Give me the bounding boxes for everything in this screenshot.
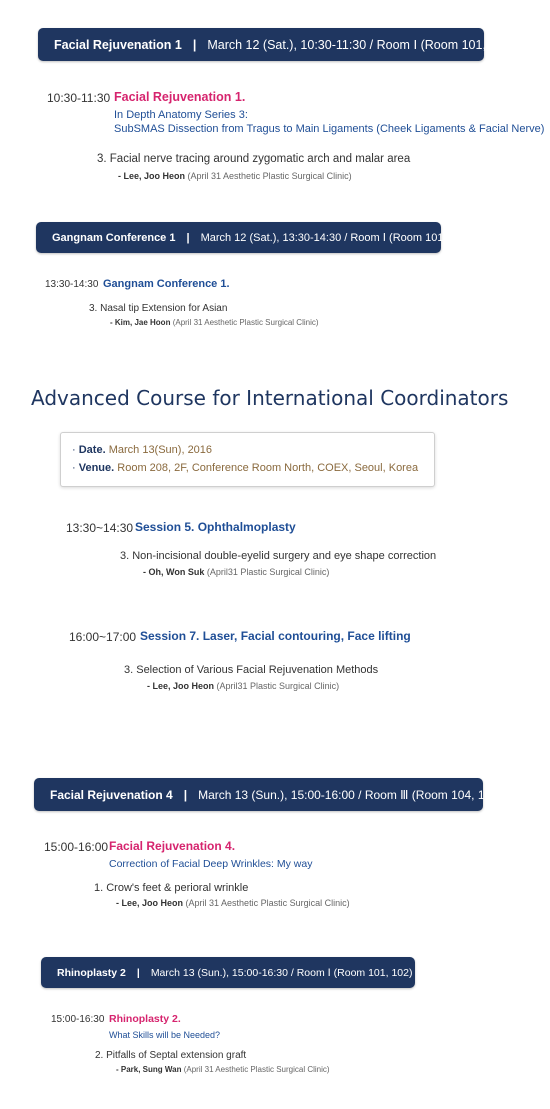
session-time: 10:30-11:30 <box>47 91 111 105</box>
speaker <box>147 681 339 691</box>
session-time: 15:00-16:00 <box>44 840 109 854</box>
speaker <box>116 898 350 908</box>
session-title: Session 5. Ophthalmoplasty <box>135 520 296 534</box>
header-separator: | <box>136 966 140 979</box>
session-subtitle: What Skills will be Needed? <box>109 1030 221 1040</box>
session-title: Session 7. Laser, Facial contouring, Face lifting <box>140 629 411 643</box>
speaker-name: - Park, Sung Wan <box>116 1065 182 1074</box>
session-title: Facial Rejuvenation 1. <box>114 90 246 104</box>
venue-value: Room 208, 2F, Conference Room North, COEX, Seoul, Korea <box>117 462 419 474</box>
speaker-name: - Lee, Joo Heon <box>147 681 215 691</box>
header-info: March 12 (Sat.), 10:30-11:30 / Room Ⅰ (Room 101, 102) <box>207 38 515 52</box>
speaker-affiliation: (April31 Plastic Surgical Clinic) <box>206 567 330 577</box>
course-title: Advanced Course for International Coordinators <box>31 386 509 410</box>
lecture-item: 2. Pitfalls of Septal extension graft <box>95 1050 247 1061</box>
session-subtitle: In Depth Anatomy Series 3: <box>114 109 248 121</box>
session-header-facial-rejuvenation-4 <box>34 778 502 811</box>
session-header-facial-rejuvenation-1 <box>38 28 515 61</box>
speaker-affiliation: (April 31 Aesthetic Plastic Surgical Clinic) <box>185 898 350 908</box>
speaker <box>118 171 352 181</box>
speaker-affiliation: (April 31 Aesthetic Plastic Surgical Clinic) <box>172 318 319 327</box>
speaker-name: - Oh, Won Suk <box>143 567 205 577</box>
lecture-item: 3. Non-incisional double-eyelid surgery and eye shape correction <box>120 550 437 562</box>
header-title: Rhinoplasty 2 <box>57 966 126 979</box>
speaker-name: - Lee, Joo Heon <box>118 171 186 181</box>
date-row: · Date. March 13(Sun), 2016 <box>72 444 213 456</box>
header-title: Facial Rejuvenation 1 <box>54 37 182 52</box>
date-value: March 13(Sun), 2016 <box>108 444 213 456</box>
date-label: Date. <box>78 444 106 456</box>
header-info: March 13 (Sun.), 15:00-16:30 / Room Ⅰ (Room 101, 102) <box>150 966 413 979</box>
header-info: March 12 (Sat.), 13:30-14:30 / Room Ⅰ (Room 101, 102) <box>200 232 472 244</box>
header-title: Facial Rejuvenation 4 <box>50 787 173 802</box>
course-info-box <box>60 432 435 487</box>
session-title: Facial Rejuvenation 4. <box>109 839 236 853</box>
lecture-item: 3. Selection of Various Facial Rejuvenation Methods <box>124 664 379 676</box>
speaker-name: - Lee, Joo Heon <box>116 898 184 908</box>
venue-row: · Venue. Room 208, 2F, Conference Room North, COEX, Seoul, Korea <box>72 462 419 474</box>
speaker-affiliation: (April 31 Aesthetic Plastic Surgical Clinic) <box>187 171 352 181</box>
session-time: 13:30~14:30 <box>66 521 134 535</box>
session-time: 16:00~17:00 <box>69 630 137 644</box>
speaker-affiliation: (April 31 Aesthetic Plastic Surgical Clinic) <box>183 1065 330 1074</box>
session-time: 15:00-16:30 <box>51 1014 105 1025</box>
speaker-affiliation: (April31 Plastic Surgical Clinic) <box>216 681 340 691</box>
lecture-item: 3. Nasal tip Extension for Asian <box>89 303 228 314</box>
session-header-gangnam-conference-1 <box>36 222 472 253</box>
header-separator: | <box>183 787 188 802</box>
session-time: 13:30-14:30 <box>45 279 99 290</box>
session-title: Rhinoplasty 2. <box>109 1013 181 1025</box>
speaker <box>110 318 319 327</box>
session-header-rhinoplasty-2 <box>41 957 415 988</box>
header-separator: | <box>192 37 197 52</box>
session-subtitle: Correction of Facial Deep Wrinkles: My way <box>109 858 313 870</box>
venue-label: Venue. <box>78 462 115 474</box>
session-title: Gangnam Conference 1. <box>103 278 230 290</box>
header-title: Gangnam Conference 1 <box>52 231 176 244</box>
speaker-name: - Kim, Jae Hoon <box>110 318 171 327</box>
speaker <box>116 1065 330 1074</box>
lecture-item: 3. Facial nerve tracing around zygomatic arch and malar area <box>97 153 411 165</box>
session-subtitle-2: SubSMAS Dissection from Tragus to Main Ligaments (Cheek Ligaments & Facial Nerve) <box>114 123 545 135</box>
speaker <box>143 567 329 577</box>
lecture-item: 1. Crow's feet & perioral wrinkle <box>94 882 249 894</box>
header-separator: | <box>186 231 190 244</box>
header-info: March 13 (Sun.), 15:00-16:00 / Room Ⅲ (Room 104, 105) <box>198 787 502 802</box>
